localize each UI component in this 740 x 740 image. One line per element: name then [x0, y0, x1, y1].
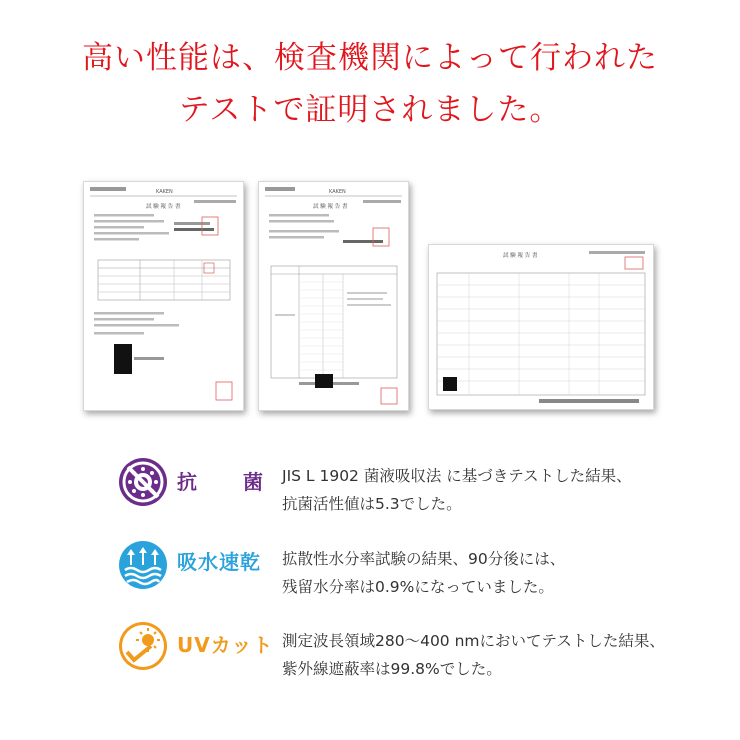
report-title-text: 試 験 報 告 書: [146, 204, 181, 210]
quick-dry-icon: [117, 539, 169, 591]
quick-dry-description-line-2: 残留水分率は0.9%になっていました。: [282, 578, 554, 596]
uv-cut-title: UVカット: [177, 633, 274, 657]
antibacterial-description-line-2: 抗菌活性値は5.3でした。: [282, 495, 462, 513]
test-report-document-2: [258, 181, 409, 411]
report-page-image: [84, 182, 243, 410]
report-title-text: 試 験 報 告 書: [503, 253, 538, 259]
uv-cut-description: [282, 627, 665, 683]
antibacterial-title-char-1: 抗: [177, 470, 198, 494]
uv-cut-icon: [117, 620, 169, 672]
headline-line-1: 高い性能は、検査機関によって行われた: [82, 40, 658, 76]
antibacterial-icon: [117, 456, 169, 508]
report-page-image: [429, 245, 653, 409]
test-report-document-3: [428, 244, 654, 410]
test-report-document-1: [83, 181, 244, 411]
headline-line-2: テストで証明されました。: [178, 92, 562, 128]
uv-cut-description-line-1: 測定波長領域280～400 nmにおいてテストした結果、: [282, 632, 665, 650]
uv-cut-description-line-2: 紫外線遮蔽率は99.8%でした。: [282, 660, 502, 678]
report-header-text: KAKEN: [329, 189, 346, 195]
antibacterial-description: [282, 462, 632, 518]
antibacterial-description-line-1: JIS L 1902 菌液吸収法 に基づきテストした結果、: [282, 467, 632, 485]
quick-dry-title: 吸水速乾: [177, 550, 261, 574]
report-header-text: KAKEN: [156, 189, 173, 195]
report-page-image: [259, 182, 408, 410]
quick-dry-description-line-1: 拡散性水分率試験の結果、90分後には、: [282, 550, 566, 568]
antibacterial-title-char-2: 菌: [243, 470, 264, 494]
quick-dry-description: [282, 545, 565, 601]
report-title-text: 試 験 報 告 書: [313, 204, 348, 210]
